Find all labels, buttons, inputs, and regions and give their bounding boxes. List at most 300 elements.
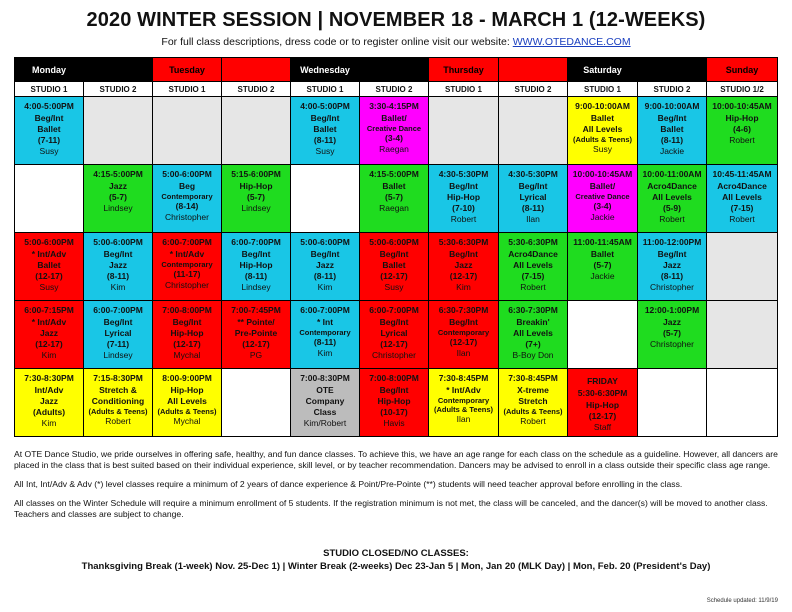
- class-info: [638, 301, 706, 350]
- class-time: 9:00-10:00AM: [575, 101, 630, 111]
- class-time: 5:00-6:00PM: [24, 237, 74, 247]
- schedule-updated: Schedule updated: 11/9/19: [706, 598, 778, 604]
- class-age-range: (12-17): [449, 271, 478, 281]
- class-instructor: Kim: [456, 282, 471, 292]
- class-name-detail: Contemporary: [437, 396, 490, 405]
- class-instructor: Christopher: [650, 339, 694, 349]
- studio-header-row: [15, 82, 778, 97]
- note-minimum-enrollment: All classes on the Winter Schedule will require a minimum enrollment of 5 students. If the registration minimum is not met, the class will be canceled, and the dancer(s) will be moved to another class. Teachers and classes are subject to change.: [14, 498, 768, 519]
- class-name: Pre-Pointe: [234, 328, 278, 338]
- empty-cell: [638, 369, 707, 437]
- studio-header: STUDIO 1: [15, 82, 84, 97]
- class-age-range: (4-6): [733, 124, 751, 134]
- class-time: 4:30-5:30PM: [438, 169, 489, 179]
- class-name-detail: Contemporary: [299, 328, 351, 337]
- class-info: [360, 369, 428, 429]
- class-time: 6:00-7:00PM: [300, 305, 350, 315]
- class-name: * Int: [316, 317, 334, 327]
- note-level-requirements: All Int, Int/Adv & Adv (*) level classes require a minimum of 2 years of dance experience & Point/Pre-Pointe (**) students will need teacher approval before enrolling in the class.: [14, 479, 683, 489]
- class-age-range: (8-11): [106, 271, 130, 281]
- class-time: 11:00-11:45AM: [573, 237, 632, 247]
- class-time: 5:30-6:30PM: [438, 237, 489, 247]
- day-header: [360, 58, 429, 82]
- class-time: 5:00-6:00PM: [93, 237, 143, 247]
- class-age-range: (11-17): [173, 269, 201, 279]
- day-header: [638, 58, 707, 82]
- class-name-detail: (Adults & Teens): [157, 407, 217, 416]
- class-instructor: Kim: [317, 282, 333, 292]
- class-age-range: (12-17): [449, 337, 478, 347]
- class-name: Jazz: [663, 260, 681, 270]
- class-cell: [499, 165, 568, 233]
- class-info: [291, 97, 359, 157]
- class-info: [15, 233, 83, 293]
- class-name: Stretch &: [99, 385, 137, 395]
- class-age-range: (5-9): [663, 203, 681, 213]
- class-age-range: (12-17): [588, 411, 617, 421]
- class-instructor: Robert: [729, 135, 755, 145]
- class-cell: [153, 233, 222, 301]
- website-note: [0, 36, 792, 48]
- class-time: 5:30-6:30PM: [577, 388, 628, 398]
- day-header: Sunday: [707, 58, 778, 82]
- class-name: Beg/Int: [449, 249, 478, 259]
- class-name: * Int/Adv: [31, 249, 67, 259]
- class-cell: [638, 233, 707, 301]
- class-time: 6:30-7:30PM: [508, 305, 558, 315]
- class-age-range: (12-17): [380, 339, 408, 349]
- class-cell: [153, 165, 222, 233]
- schedule-row: [15, 301, 778, 369]
- class-name: Acro4Dance: [508, 249, 558, 259]
- class-info: [429, 165, 498, 225]
- class-instructor: Susy: [593, 144, 612, 154]
- empty-cell: [153, 97, 222, 165]
- class-name: * Int/Adv: [31, 317, 67, 327]
- class-time: 6:30-7:30PM: [438, 305, 489, 315]
- empty-cell: [84, 97, 153, 165]
- class-age-range: (8-11): [660, 135, 684, 145]
- class-info: [499, 369, 567, 427]
- class-cell: [638, 97, 707, 165]
- class-cell: [568, 233, 638, 301]
- class-cell: [429, 369, 499, 437]
- class-instructor: Ilan: [456, 348, 471, 358]
- class-instructor: Kim: [41, 350, 57, 360]
- class-name: Jazz: [663, 317, 681, 327]
- class-time: 10:00-10:45AM: [712, 101, 772, 111]
- class-info: [291, 369, 359, 429]
- class-instructor: Robert: [520, 416, 546, 426]
- class-info: [360, 233, 428, 293]
- class-info: [360, 301, 428, 361]
- class-time: 5:00-6:00PM: [300, 237, 350, 247]
- class-age-range: (7-11): [106, 339, 130, 349]
- class-info: [707, 165, 777, 225]
- class-info: [222, 233, 290, 293]
- class-time: 7:15-8:30PM: [93, 373, 143, 383]
- class-name: Hip-Hop: [725, 113, 759, 123]
- class-info: [499, 233, 567, 293]
- class-cell: [84, 165, 153, 233]
- class-name: Ballet: [313, 124, 337, 134]
- class-cell: [222, 233, 291, 301]
- class-name: Jazz: [40, 328, 58, 338]
- empty-cell: [707, 301, 778, 369]
- class-info: [222, 165, 290, 214]
- studio-header: STUDIO 1: [153, 82, 222, 97]
- empty-cell: [291, 165, 360, 233]
- class-cell: [360, 369, 429, 437]
- class-instructor: Ilan: [456, 414, 471, 424]
- class-name: Acro4Dance: [647, 181, 697, 191]
- class-name: Hip-Hop: [170, 328, 204, 338]
- class-time: 8:00-9:00PM: [162, 373, 212, 383]
- class-age-range: (5-7): [663, 328, 681, 338]
- class-name: Ballet: [37, 124, 61, 134]
- class-age-range: (8-11): [313, 337, 337, 347]
- class-instructor: Kim: [41, 418, 57, 428]
- class-cell: [15, 97, 84, 165]
- empty-cell: [429, 97, 499, 165]
- class-info: [568, 165, 637, 223]
- class-name: Beg/Int: [310, 249, 340, 259]
- class-name: All Levels: [513, 328, 553, 338]
- class-info: [222, 301, 290, 361]
- schedule-row: [15, 97, 778, 165]
- class-name: Ballet: [37, 260, 61, 270]
- class-time: 4:00-5:00PM: [24, 101, 74, 111]
- closures-heading: STUDIO CLOSED/NO CLASSES:: [323, 548, 469, 559]
- class-time: 6:00-7:00PM: [162, 237, 212, 247]
- class-age-range: (12-17): [35, 271, 63, 281]
- class-cell: [222, 301, 291, 369]
- class-instructor: Raegan: [379, 203, 409, 213]
- class-info: [360, 97, 428, 155]
- class-age-range: (8-11): [660, 271, 684, 281]
- class-name: Beg/Int: [379, 249, 409, 259]
- day-header: [84, 58, 153, 82]
- class-cell: [15, 369, 84, 437]
- class-name: Beg/Int: [379, 317, 409, 327]
- class-name: Hip-Hop: [585, 400, 620, 410]
- class-name: Hip-Hop: [170, 385, 204, 395]
- class-name: Int/Adv: [34, 385, 64, 395]
- empty-cell: [499, 97, 568, 165]
- class-age-range: (7-11): [37, 135, 61, 145]
- class-cell: [638, 301, 707, 369]
- class-info: [153, 301, 221, 361]
- class-instructor: Susy: [39, 282, 59, 292]
- class-name: All Levels: [722, 192, 762, 202]
- class-name: Ballet: [590, 249, 615, 259]
- class-cell: [15, 233, 84, 301]
- day-header: Saturday: [568, 58, 638, 82]
- class-instructor: Lindsey: [241, 282, 271, 292]
- class-time: 4:15-5:00PM: [369, 169, 419, 179]
- class-name: Jazz: [454, 260, 473, 270]
- class-info: [499, 165, 567, 225]
- class-time: 10:00-10:45AM: [572, 169, 633, 179]
- class-name: Lyrical: [519, 192, 547, 202]
- class-instructor: Christopher: [165, 212, 209, 222]
- class-time: 4:30-5:30PM: [508, 169, 558, 179]
- class-time: 7:30-8:30PM: [24, 373, 74, 383]
- class-name: Jazz: [316, 260, 334, 270]
- class-name: Acro4Dance: [717, 181, 767, 191]
- class-name: Ballet: [382, 260, 406, 270]
- class-info: [153, 233, 221, 291]
- class-instructor: Mychal: [173, 350, 201, 360]
- class-age-range: (Adults): [32, 407, 66, 417]
- class-instructor: Staff: [593, 422, 612, 432]
- class-name-detail: (Adults & Teens): [503, 407, 563, 416]
- class-instructor: Christopher: [372, 350, 416, 360]
- class-time: 9:00-10:00AM: [644, 101, 700, 111]
- class-info: [429, 369, 498, 425]
- empty-cell: [707, 233, 778, 301]
- class-name-detail: Creative Dance: [575, 192, 630, 201]
- class-instructor: Robert: [659, 214, 685, 224]
- class-instructor: Susy: [315, 146, 335, 156]
- class-instructor: Kim: [317, 348, 333, 358]
- studio-header: STUDIO 1: [291, 82, 360, 97]
- class-age-range: (12-17): [380, 271, 408, 281]
- page-title: 2020 WINTER SESSION | NOVEMBER 18 - MARCH 1 (12-WEEKS): [86, 9, 706, 31]
- class-instructor: Havis: [383, 418, 405, 428]
- class-time: 12:00-1:00PM: [644, 305, 700, 315]
- class-name: Ballet: [590, 113, 615, 123]
- class-name: X-treme: [517, 385, 549, 395]
- class-time: 10:00-11:00AM: [642, 169, 702, 179]
- class-name: * Int/Adv: [446, 385, 481, 395]
- class-name: Jazz: [109, 260, 127, 270]
- class-age-range: (8-11): [244, 271, 268, 281]
- class-info: [429, 233, 498, 293]
- class-name: Company: [305, 396, 345, 406]
- class-instructor: Jackie: [590, 271, 615, 281]
- class-name: Jazz: [40, 396, 58, 406]
- class-name: All Levels: [167, 396, 207, 406]
- class-name: Beg/Int: [103, 317, 133, 327]
- class-time: 4:15-5:00PM: [93, 169, 143, 179]
- class-name: Breakin': [516, 317, 550, 327]
- class-instructor: Jackie: [659, 146, 685, 156]
- class-age-range: (8-14): [175, 201, 199, 211]
- studio-header: STUDIO 2: [499, 82, 568, 97]
- class-age-range: (8-11): [313, 135, 337, 145]
- empty-cell: [222, 97, 291, 165]
- class-name: OTE: [316, 385, 334, 395]
- studio-header: STUDIO 2: [360, 82, 429, 97]
- day-header-row: [15, 58, 778, 82]
- class-cell: [84, 233, 153, 301]
- class-cell: [499, 301, 568, 369]
- class-cell: [568, 165, 638, 233]
- class-cell: [291, 233, 360, 301]
- class-time: 7:00-8:30PM: [300, 373, 350, 383]
- class-info: [360, 165, 428, 214]
- class-instructor: Jackie: [590, 212, 615, 222]
- day-header: Tuesday: [153, 58, 222, 82]
- class-age-range: (5-7): [109, 192, 127, 202]
- class-info: [707, 97, 777, 146]
- class-age-range: (7+): [525, 339, 541, 349]
- class-cell: [360, 97, 429, 165]
- class-time: 6:00-7:00PM: [93, 305, 143, 315]
- class-name-detail: (Adults & Teens): [433, 405, 494, 414]
- class-name: Ballet/: [381, 113, 407, 123]
- class-time: 7:30-8:45PM: [508, 373, 558, 383]
- class-instructor: Robert: [729, 214, 755, 224]
- studio-header: STUDIO 1/2: [707, 82, 778, 97]
- class-instructor: Raegan: [379, 144, 409, 154]
- class-name-detail: Contemporary: [437, 328, 490, 337]
- day-header: Wednesday: [291, 58, 360, 82]
- class-cell: [638, 165, 707, 233]
- website-link[interactable]: WWW.OTEDANCE.COM: [512, 36, 631, 48]
- class-instructor: Lindsey: [103, 350, 133, 360]
- class-age-range: (3-4): [385, 133, 403, 143]
- class-info: [568, 369, 637, 433]
- class-time: 10:45-11:45AM: [712, 169, 772, 179]
- class-name: Beg/Int: [34, 113, 64, 123]
- day-header: Monday: [15, 58, 84, 82]
- class-time: 7:30-8:45PM: [438, 373, 489, 383]
- class-age-range: (7-15): [521, 271, 545, 281]
- class-name: Hip-Hop: [446, 192, 481, 202]
- class-name: All Levels: [582, 124, 623, 134]
- class-name: Beg/Int: [172, 317, 202, 327]
- class-name: All Levels: [513, 260, 553, 270]
- class-name: Ballet: [382, 181, 406, 191]
- class-name-detail: (Adults & Teens): [572, 135, 633, 144]
- class-time: 5:15-6:00PM: [231, 169, 281, 179]
- studio-header: STUDIO 1: [429, 82, 499, 97]
- class-cell: [360, 165, 429, 233]
- class-cell: [84, 369, 153, 437]
- class-time: 5:30-6:30PM: [508, 237, 558, 247]
- class-instructor: Susy: [39, 146, 59, 156]
- class-name: Beg: [178, 181, 196, 191]
- class-cell: [153, 369, 222, 437]
- class-instructor: Robert: [105, 416, 131, 426]
- class-time: 6:00-7:00PM: [369, 305, 419, 315]
- class-info: [638, 165, 706, 225]
- class-name: Beg/Int: [657, 113, 687, 123]
- class-cell: [291, 97, 360, 165]
- class-cell: [568, 369, 638, 437]
- class-instructor: Kim/Robert: [303, 418, 347, 428]
- schedule-row: [15, 233, 778, 301]
- studio-header: STUDIO 2: [222, 82, 291, 97]
- class-info: [84, 369, 152, 427]
- class-time: 7:00-8:00PM: [369, 373, 419, 383]
- class-info: [291, 301, 359, 359]
- class-time: 7:00-8:00PM: [162, 305, 212, 315]
- class-time: 5:00-6:00PM: [369, 237, 419, 247]
- class-name-detail: Creative Dance: [366, 124, 422, 133]
- empty-cell: [222, 369, 291, 437]
- class-instructor: Robert: [450, 214, 477, 224]
- class-cell: [429, 165, 499, 233]
- class-name: Hip-Hop: [239, 181, 273, 191]
- class-instructor: Robert: [520, 282, 546, 292]
- class-name: Conditioning: [91, 396, 145, 406]
- day-header: Thursday: [429, 58, 499, 82]
- class-info: [153, 369, 221, 427]
- class-age-range: (5-7): [385, 192, 403, 202]
- class-info: [84, 233, 152, 293]
- class-info: [84, 301, 152, 361]
- day-header: [222, 58, 291, 82]
- class-cell: [429, 301, 499, 369]
- class-info: [15, 301, 83, 361]
- class-cell: [291, 301, 360, 369]
- class-instructor: Lindsey: [103, 203, 133, 213]
- class-cell: [360, 301, 429, 369]
- closures: [0, 547, 792, 573]
- empty-cell: [707, 369, 778, 437]
- class-name-detail: Contemporary: [161, 260, 213, 269]
- class-age-range: (8-11): [521, 203, 545, 213]
- class-info: [15, 369, 83, 429]
- class-cell: [84, 301, 153, 369]
- class-cell: [360, 233, 429, 301]
- class-name: Hip-Hop: [239, 260, 273, 270]
- class-info: [499, 301, 567, 361]
- class-instructor: Kim: [110, 282, 126, 292]
- class-cell: [15, 301, 84, 369]
- class-age-range: (10-17): [380, 407, 408, 417]
- class-age-range: (12-17): [173, 339, 201, 349]
- class-day: FRIDAY: [587, 376, 618, 386]
- class-cell: [499, 369, 568, 437]
- class-age-range: (3-4): [593, 201, 612, 211]
- class-age-range: (12-17): [242, 339, 270, 349]
- class-info: [153, 165, 221, 223]
- class-age-range: (5-7): [247, 192, 265, 202]
- class-age-range: (7-10): [452, 203, 475, 213]
- class-info: [84, 165, 152, 214]
- class-cell: [153, 301, 222, 369]
- class-name: Beg/Int: [241, 249, 271, 259]
- class-name: Beg/Int: [449, 317, 478, 327]
- class-name: * Int/Adv: [169, 249, 205, 259]
- class-name: ** Pointe/: [237, 317, 275, 327]
- class-time: 11:00-12:00PM: [642, 237, 702, 247]
- class-name: Class: [313, 407, 337, 417]
- notes: [14, 449, 778, 528]
- schedule-row: [15, 165, 778, 233]
- class-cell: [707, 165, 778, 233]
- class-time: 6:00-7:15PM: [24, 305, 74, 315]
- class-age-range: (8-11): [313, 271, 337, 281]
- class-name: Beg/Int: [310, 113, 340, 123]
- class-name: Beg/Int: [379, 385, 409, 395]
- empty-cell: [568, 301, 638, 369]
- class-info: [429, 301, 498, 359]
- class-info: [568, 97, 637, 155]
- class-name: Beg/Int: [518, 181, 548, 191]
- empty-cell: [15, 165, 84, 233]
- class-name: Beg/Int: [657, 249, 687, 259]
- class-cell: [429, 233, 499, 301]
- day-header: [499, 58, 568, 82]
- class-info: [638, 233, 706, 293]
- class-instructor: Ilan: [526, 214, 540, 224]
- class-cell: [499, 233, 568, 301]
